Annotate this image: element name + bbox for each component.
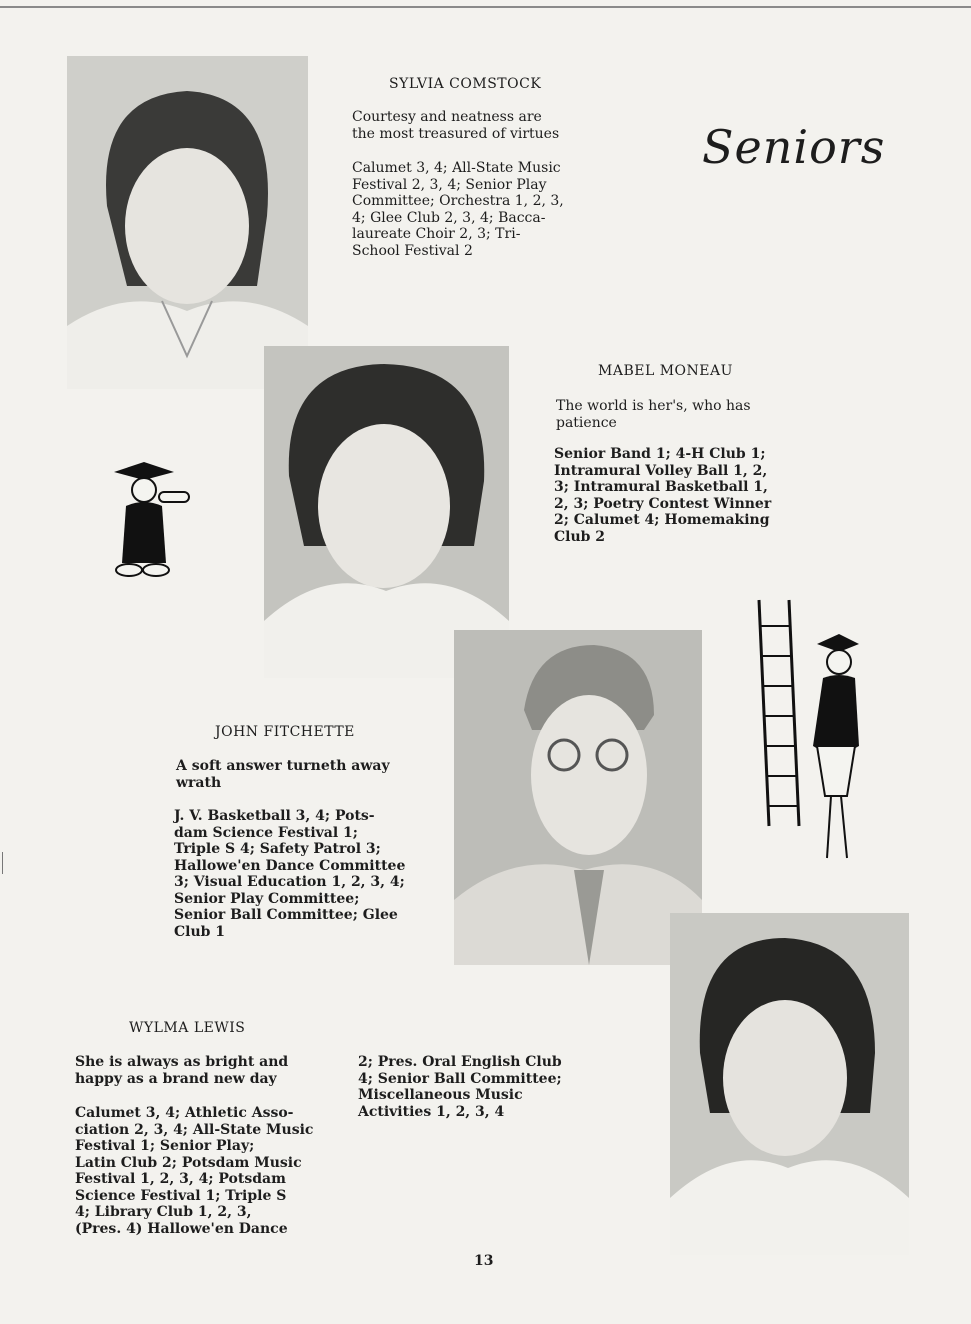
margin-mark bbox=[2, 852, 3, 874]
activity-line: School Festival 2 bbox=[352, 242, 473, 259]
portrait-mabel-moneau bbox=[264, 346, 509, 678]
senior-activities bbox=[75, 1105, 313, 1237]
activity-line: 2, 3; Poetry Contest Winner bbox=[554, 495, 772, 512]
activity-line: 2; Pres. Oral English Club bbox=[358, 1054, 562, 1070]
senior-name: JOHN FITCHETTE bbox=[215, 724, 355, 740]
activity-line: 2; Calumet 4; Homemaking bbox=[554, 512, 770, 528]
senior-name: SYLVIA COMSTOCK bbox=[389, 76, 542, 92]
senior-activities bbox=[174, 808, 405, 940]
portrait-sylvia-comstock bbox=[67, 56, 308, 389]
motto-line: The world is her's, who has bbox=[556, 398, 751, 414]
motto-line: She is always as bright and bbox=[75, 1054, 289, 1070]
activity-line: 4; Glee Club 2, 3, 4; Bacca- bbox=[352, 209, 546, 226]
activity-line: Science Festival 1; Triple S bbox=[75, 1187, 287, 1204]
activity-line: J. V. Basketball 3, 4; Pots- bbox=[174, 808, 375, 824]
portrait-john-fitchette bbox=[454, 630, 702, 965]
activity-line: Festival 2, 3, 4; Senior Play bbox=[352, 176, 547, 193]
senior-activities-continued bbox=[358, 1054, 562, 1120]
activity-line: 4; Library Club 1, 2, 3, bbox=[75, 1204, 252, 1220]
motto-line: the most treasured of virtues bbox=[352, 125, 560, 142]
activity-line: Latin Club 2; Potsdam Music bbox=[75, 1154, 302, 1171]
activity-line: Calumet 3, 4; Athletic Asso- bbox=[75, 1105, 294, 1121]
activity-line: Triple S 4; Safety Patrol 3; bbox=[174, 841, 381, 857]
activity-line: (Pres. 4) Hallowe'en Dance bbox=[75, 1220, 288, 1237]
senior-motto bbox=[176, 758, 390, 791]
activity-line: laureate Choir 2, 3; Tri- bbox=[352, 226, 521, 242]
activity-line: 4; Senior Ball Committee; bbox=[358, 1070, 562, 1087]
activity-line: Senior Play Committee; bbox=[174, 890, 360, 907]
senior-motto bbox=[556, 398, 751, 431]
activity-line: Committee; Orchestra 1, 2, 3, bbox=[352, 193, 564, 209]
activity-line: Intramural Volley Ball 1, 2, bbox=[554, 462, 768, 479]
activity-line: 3; Intramural Basketball 1, bbox=[554, 479, 768, 495]
activity-line: Festival 1; Senior Play; bbox=[75, 1138, 255, 1154]
activity-line: ciation 2, 3, 4; All-State Music bbox=[75, 1121, 314, 1138]
activity-line: Festival 1, 2, 3, 4; Potsdam bbox=[75, 1171, 286, 1187]
ladder-graduate-cartoon-icon bbox=[755, 596, 877, 871]
activity-line: Senior Ball Committee; Glee bbox=[174, 907, 398, 923]
senior-motto bbox=[75, 1054, 288, 1087]
activity-line: dam Science Festival 1; bbox=[174, 824, 358, 841]
activity-line: Hallowe'en Dance Committee bbox=[174, 857, 406, 874]
activity-line: Club 2 bbox=[554, 528, 606, 545]
activity-line: Club 1 bbox=[174, 923, 226, 940]
motto-line: happy as a brand new day bbox=[75, 1070, 277, 1087]
motto-line: Courtesy and neatness are bbox=[352, 109, 542, 125]
portrait-wylma-lewis bbox=[670, 913, 909, 1255]
motto-line: A soft answer turneth away bbox=[176, 758, 390, 774]
activity-line: Miscellaneous Music bbox=[358, 1087, 523, 1103]
senior-name: MABEL MONEAU bbox=[598, 363, 733, 379]
senior-activities bbox=[554, 446, 771, 545]
senior-motto bbox=[352, 109, 559, 142]
senior-activities bbox=[352, 160, 564, 259]
page-number: 13 bbox=[474, 1253, 494, 1269]
activity-line: Senior Band 1; 4-H Club 1; bbox=[554, 446, 766, 462]
motto-line: patience bbox=[556, 414, 617, 431]
graduate-cartoon-icon bbox=[104, 458, 198, 582]
motto-line: wrath bbox=[176, 774, 222, 791]
page-top-rule bbox=[0, 6, 971, 8]
activity-line: Activities 1, 2, 3, 4 bbox=[358, 1103, 505, 1120]
senior-name: WYLMA LEWIS bbox=[129, 1020, 246, 1036]
activity-line: Calumet 3, 4; All-State Music bbox=[352, 160, 561, 176]
activity-line: 3; Visual Education 1, 2, 3, 4; bbox=[174, 874, 405, 890]
page-title: Seniors bbox=[702, 120, 886, 174]
